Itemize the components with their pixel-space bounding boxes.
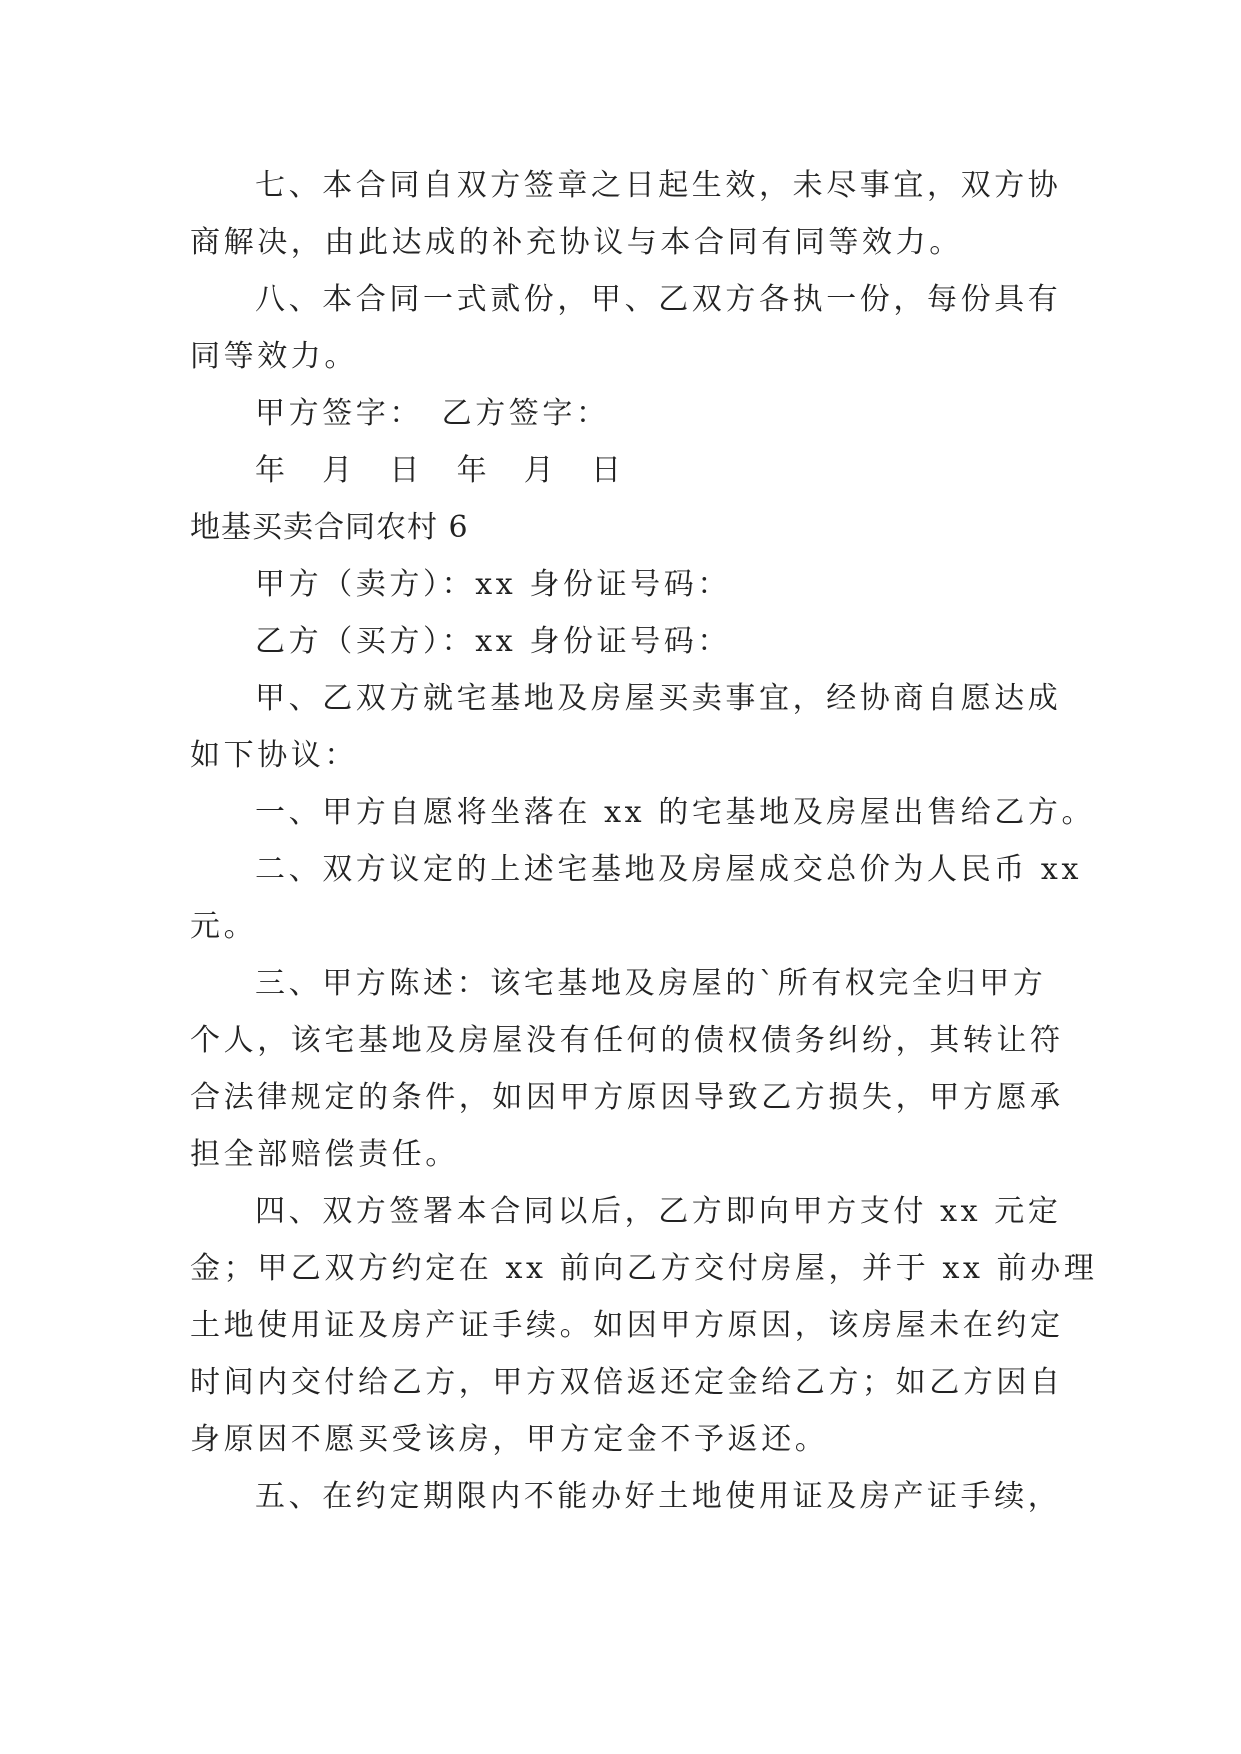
clause-3-line-4: 担全部赔偿责任。	[190, 1137, 459, 1172]
clause-3-line-2: 个人，该宅基地及房屋没有任何的债权债务纠纷，其转让符	[190, 1023, 1064, 1058]
clause-2-line-1: 二、双方议定的上述宅基地及房屋成交总价为人民币 xx	[255, 852, 1082, 887]
clause-4-line-3: 土地使用证及房产证手续。如因甲方原因，该房屋未在约定	[190, 1308, 1064, 1343]
clause-4-line-4: 时间内交付给乙方，甲方双倍返还定金给乙方；如乙方因自	[190, 1365, 1064, 1400]
party-a-line: 甲方（卖方）：xx 身份证号码：	[255, 567, 731, 602]
clause-5-line-1: 五、在约定期限内不能办好土地使用证及房产证手续，	[255, 1479, 1062, 1514]
clause-4-line-1: 四、双方签署本合同以后，乙方即向甲方支付 xx 元定	[255, 1194, 1062, 1229]
clause-7-line-1: 七、本合同自双方签章之日起生效，未尽事宜，双方协	[255, 168, 1062, 203]
party-b-line: 乙方（买方）：xx 身份证号码：	[255, 624, 731, 659]
preamble-line-1: 甲、乙双方就宅基地及房屋买卖事宜，经协商自愿达成	[255, 681, 1062, 716]
clause-8-line-1: 八、本合同一式贰份，甲、乙双方各执一份，每份具有	[255, 282, 1062, 317]
signature-line: 甲方签字： 乙方签字：	[255, 396, 610, 431]
contract-title: 地基买卖合同农村 6	[190, 510, 469, 545]
clause-4-line-2: 金；甲乙双方约定在 xx 前向乙方交付房屋，并于 xx 前办理	[190, 1251, 1098, 1286]
date-line: 年 月 日 年 月 日	[255, 453, 625, 488]
clause-3-line-3: 合法律规定的条件，如因甲方原因导致乙方损失，甲方愿承	[190, 1080, 1064, 1115]
clause-8-line-2: 同等效力。	[190, 339, 358, 374]
clause-1-line-1: 一、甲方自愿将坐落在 xx 的宅基地及房屋出售给乙方。	[255, 795, 1096, 830]
clause-2-line-2: 元。	[190, 909, 258, 944]
preamble-line-2: 如下协议：	[190, 738, 358, 773]
clause-3-line-1: 三、甲方陈述：该宅基地及房屋的`所有权完全归甲方	[255, 966, 1047, 1001]
clause-4-line-5: 身原因不愿买受该房，甲方定金不予返还。	[190, 1422, 829, 1457]
clause-7-line-2: 商解决，由此达成的补充协议与本合同有同等效力。	[190, 225, 963, 260]
